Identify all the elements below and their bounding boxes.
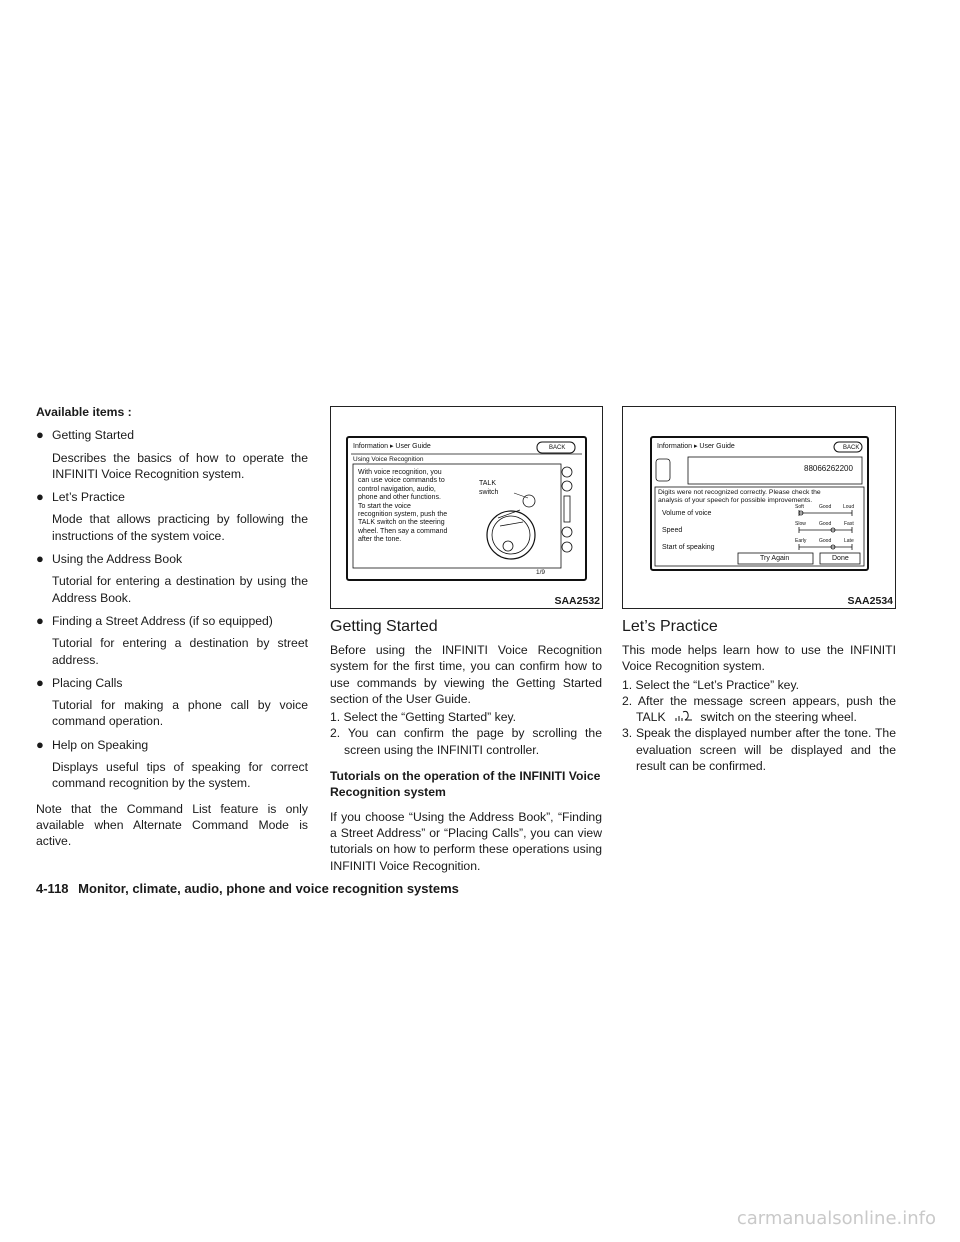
scale-label: Good: [819, 504, 832, 510]
bullet-title: Getting Started: [52, 428, 134, 443]
tutorials-subheading: Tutorials on the operation of the INFINITI Voice Recognition system: [330, 769, 601, 800]
try-again-button: Try Again: [760, 555, 790, 562]
instruction-line: recognition system, push the: [358, 511, 448, 519]
instruction-line: control navigation, audio,: [358, 485, 436, 493]
bullet-icon: ●: [36, 427, 44, 443]
screen-breadcrumb: Information ▸ User Guide: [353, 443, 431, 450]
scale-label: Soft: [795, 504, 804, 510]
scale-label: Early: [795, 538, 807, 544]
bullet-title: Finding a Street Address (if so equipped): [52, 613, 273, 628]
step-text: switch on the steering wheel.: [700, 710, 857, 725]
step-item: [622, 693, 896, 726]
display-screen: [346, 436, 587, 581]
bullet-icon: ●: [36, 674, 44, 690]
page-number: 4-118: [36, 881, 69, 896]
figure-code: SAA2534: [847, 595, 893, 607]
getting-started-section: [330, 617, 602, 874]
scale-label: Slow: [795, 521, 806, 527]
bullet-description: Displays useful tips of speaking for correct command recognition by the system.: [52, 760, 308, 791]
bullet-title: Placing Calls: [52, 675, 123, 690]
bullet-description: Mode that allows practicing by following the instructions of the system voice.: [52, 512, 308, 543]
instruction-line: can use voice commands to: [358, 477, 445, 485]
scale-label: Late: [844, 538, 854, 544]
getting-started-intro: Before using the INFINITI Voice Recognition system for the first time, you can confirm how to use commands by viewing the Getting Started section of the User Guide.: [330, 643, 602, 706]
page-footer: [36, 881, 459, 896]
row-label: Speed: [662, 527, 683, 534]
bullet-item: [36, 489, 308, 505]
switch-label: switch: [479, 489, 499, 496]
scale-label: Fast: [844, 521, 854, 527]
screen-subtitle: Using Voice Recognition: [353, 456, 424, 463]
available-items-heading: Available items :: [36, 405, 132, 419]
screen-instructions: [358, 469, 447, 545]
done-button: Done: [832, 555, 849, 562]
instruction-line: after the tone.: [358, 536, 402, 544]
bullet-item: [36, 551, 308, 567]
bullet-description: Tutorial for making a phone call by voice command operation.: [52, 698, 308, 729]
step-text: 2. After the message screen appears, push the TALK: [622, 693, 896, 725]
screen-breadcrumb: Information ▸ User Guide: [657, 443, 735, 450]
lets-practice-section: [622, 617, 896, 774]
bullet-item: [36, 427, 308, 443]
instruction-line: To start the voice: [358, 502, 411, 510]
screen-back-button: BACK: [549, 445, 566, 451]
bullet-icon: ●: [36, 612, 44, 628]
talk-label: TALK: [479, 480, 496, 487]
figure-code: SAA2532: [554, 595, 600, 607]
step-item: 1. Select the “Getting Started” key.: [330, 710, 517, 725]
instruction-line: TALK switch on the steering: [358, 519, 445, 527]
bullet-title: Help on Speaking: [52, 737, 149, 752]
step-item: 2. You can confirm the page by scrolling the screen using the INFINITI controller.: [330, 726, 602, 757]
display-screen: [650, 436, 869, 571]
bullet-item: [36, 613, 308, 629]
step-item: 1. Select the “Let’s Practice” key.: [622, 677, 800, 692]
command-list-note: Note that the Command List feature is only available when Alternate Command Mode is active.: [36, 801, 308, 849]
bullet-description: Tutorial for entering a destination by using the Address Book.: [52, 574, 308, 605]
screen-page-indicator: 1/9: [536, 569, 546, 576]
bullet-title: Using the Address Book: [52, 552, 183, 567]
screen-back-button: BACK: [843, 445, 860, 451]
getting-started-steps: [330, 709, 602, 758]
lets-practice-intro: This mode helps learn how to use the INFINITI Voice Recognition system.: [622, 643, 896, 674]
watermark: carmanualsonline.info: [736, 1208, 936, 1229]
bullet-item: [36, 675, 308, 691]
lets-practice-heading: Let’s Practice: [622, 618, 718, 635]
scale-label: Good: [819, 538, 832, 544]
section-title: Monitor, climate, audio, phone and voice recognition systems: [78, 881, 459, 896]
figure-getting-started-screen: [330, 406, 603, 609]
bullet-title: Let’s Practice: [52, 490, 125, 505]
instruction-line: wheel. Then say a command: [358, 527, 448, 535]
instruction-line: With voice recognition, you: [358, 469, 442, 476]
left-column: [36, 404, 308, 850]
step-item: 3. Speak the displayed number after the tone. The evaluation screen will be displayed and the result can be confirmed.: [622, 726, 896, 774]
scale-label: Loud: [843, 504, 855, 510]
scale-label: Good: [819, 521, 832, 527]
screen-message-1: Digits were not recognized correctly. Please check the: [658, 489, 821, 496]
tutorials-body: If you choose “Using the Address Book”, “Finding a Street Address” or “Placing Calls”, you can view tutorials on how to perform these operations using INFINITI Voice Recognition.: [330, 809, 602, 873]
bullet-description: Tutorial for entering a destination by street address.: [52, 636, 308, 667]
bullet-icon: ●: [36, 551, 44, 567]
figure-lets-practice-screen: [622, 406, 896, 609]
bullet-icon: ●: [36, 489, 44, 505]
instruction-line: phone and other functions.: [358, 494, 441, 502]
talk-switch-icon: [672, 709, 694, 723]
row-label: Volume of voice: [662, 510, 712, 517]
getting-started-heading: Getting Started: [330, 618, 438, 635]
available-items-list: [36, 427, 308, 791]
bullet-icon: ●: [36, 736, 44, 752]
bullet-description: Describes the basics of how to operate the INFINITI Voice Recognition system.: [52, 450, 308, 481]
screen-message-2: analysis of your speech for possible improvements.: [658, 497, 813, 504]
lets-practice-steps: [622, 677, 896, 775]
bullet-item: [36, 737, 308, 753]
screen-number: 88066262200: [804, 464, 853, 473]
row-label: Start of speaking: [662, 544, 715, 551]
